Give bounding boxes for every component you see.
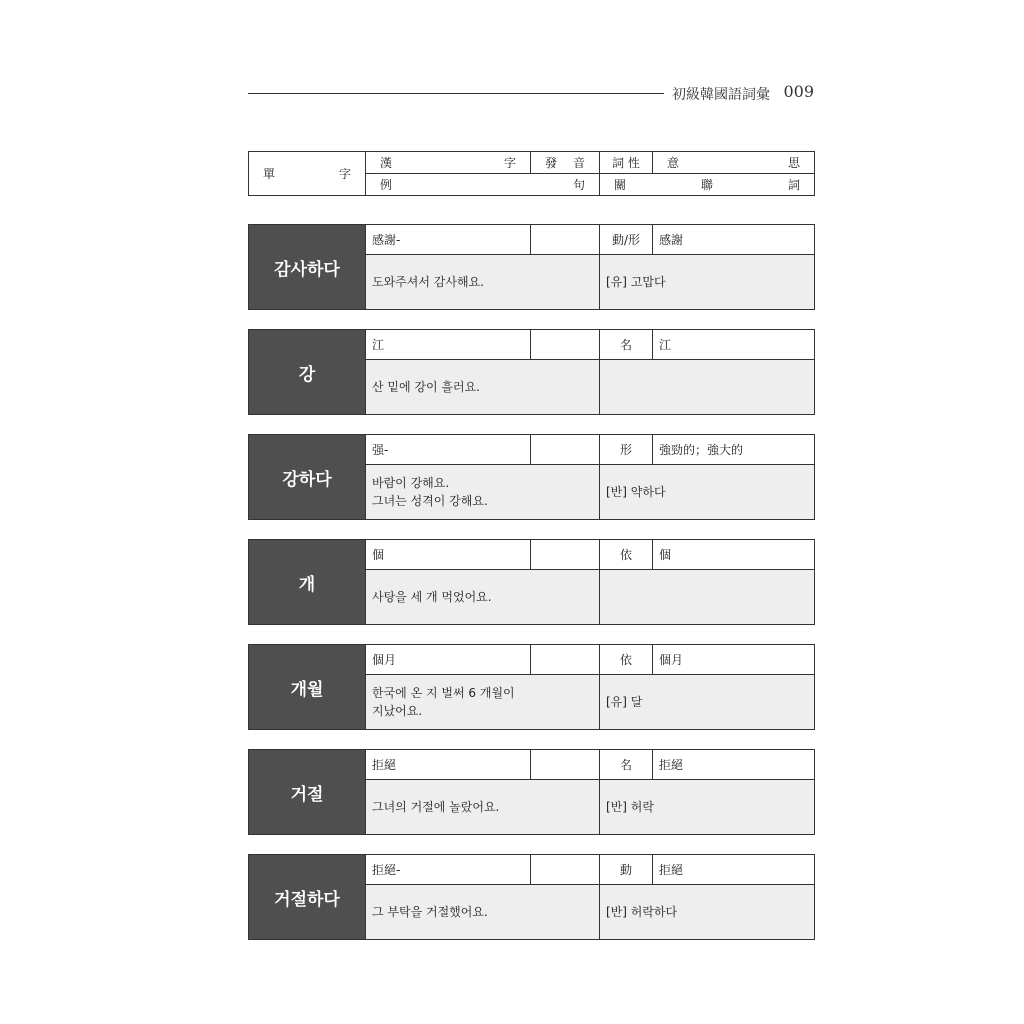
entry-word: 거절하다 [249, 855, 366, 940]
entry-pos: 動/形 [600, 225, 653, 255]
legend-pos: 詞 性 [600, 152, 653, 174]
entry-example [366, 570, 600, 625]
entry-example [366, 360, 600, 415]
entry-word: 강하다 [249, 435, 366, 520]
entry-pos: 依 [600, 540, 653, 570]
entry-hanja: 感謝- [366, 225, 531, 255]
entry-meaning: 江 [653, 330, 815, 360]
entry-meaning: 個 [653, 540, 815, 570]
entry-example [366, 675, 600, 730]
vocab-entry [248, 329, 815, 415]
entry-example [366, 885, 600, 940]
entry-hanja: 個 [366, 540, 531, 570]
example-line: 산 밑에 강이 흘러요. [372, 380, 480, 394]
vocab-entry [248, 854, 815, 940]
entry-example [366, 780, 600, 835]
entry-pronunciation [531, 750, 600, 780]
legend-pronunciation: 發 音 [531, 152, 600, 174]
example-line: 지났어요. [372, 704, 423, 718]
example-line: 그녀는 성격이 강해요. [372, 494, 488, 508]
legend-related: 關 聯 詞 [600, 174, 815, 196]
entry-example [366, 255, 600, 310]
entry-pronunciation [531, 645, 600, 675]
example-line: 사탕을 세 개 먹었어요. [372, 590, 492, 604]
entry-meaning: 拒絕 [653, 855, 815, 885]
entry-hanja: 拒絕 [366, 750, 531, 780]
example-line: 한국에 온 지 벌써 6 개월이 [372, 686, 515, 700]
entry-pos: 依 [600, 645, 653, 675]
entry-hanja: 强- [366, 435, 531, 465]
vocab-entry [248, 644, 815, 730]
entry-hanja: 江 [366, 330, 531, 360]
entry-related [600, 570, 815, 625]
example-line: 바람이 강해요. [372, 476, 450, 490]
vocab-entry [248, 224, 815, 310]
entry-meaning: 個月 [653, 645, 815, 675]
entry-related: [반] 허락 [600, 780, 815, 835]
entry-related: [반] 허락하다 [600, 885, 815, 940]
header-rule [248, 93, 664, 94]
legend-table [248, 151, 815, 196]
entry-pos: 形 [600, 435, 653, 465]
page-number: 009 [783, 82, 814, 101]
legend-hanja: 漢 字 [366, 152, 531, 174]
entry-pronunciation [531, 225, 600, 255]
entry-word: 감사하다 [249, 225, 366, 310]
entry-pos: 名 [600, 750, 653, 780]
vocab-entry [248, 749, 815, 835]
entry-related: [반] 약하다 [600, 465, 815, 520]
legend-word: 單 字 [249, 152, 366, 196]
entry-related [600, 360, 815, 415]
vocab-entry [248, 434, 815, 520]
entry-pos: 名 [600, 330, 653, 360]
entry-pos: 動 [600, 855, 653, 885]
entry-related: [유] 고맙다 [600, 255, 815, 310]
entry-pronunciation [531, 855, 600, 885]
example-line: 그 부탁을 거절했어요. [372, 905, 488, 919]
entry-meaning: 感謝 [653, 225, 815, 255]
entry-pronunciation [531, 540, 600, 570]
entry-word: 개 [249, 540, 366, 625]
example-line: 그녀의 거절에 놀랐어요. [372, 800, 500, 814]
entry-word: 개월 [249, 645, 366, 730]
entry-pronunciation [531, 330, 600, 360]
entry-example [366, 465, 600, 520]
legend-meaning: 意 思 [653, 152, 815, 174]
vocab-entry [248, 539, 815, 625]
entry-word: 강 [249, 330, 366, 415]
entry-pronunciation [531, 435, 600, 465]
page-header [248, 82, 814, 106]
entry-word: 거절 [249, 750, 366, 835]
entry-meaning: 拒絕 [653, 750, 815, 780]
entry-related: [유] 달 [600, 675, 815, 730]
entry-hanja: 個月 [366, 645, 531, 675]
entry-meaning: 強勁的；強大的 [653, 435, 815, 465]
entry-hanja: 拒絕- [366, 855, 531, 885]
header-title: 初級韓國語詞彙 [672, 87, 770, 103]
legend-example: 例 句 [366, 174, 600, 196]
example-line: 도와주셔서 감사해요. [372, 275, 484, 289]
